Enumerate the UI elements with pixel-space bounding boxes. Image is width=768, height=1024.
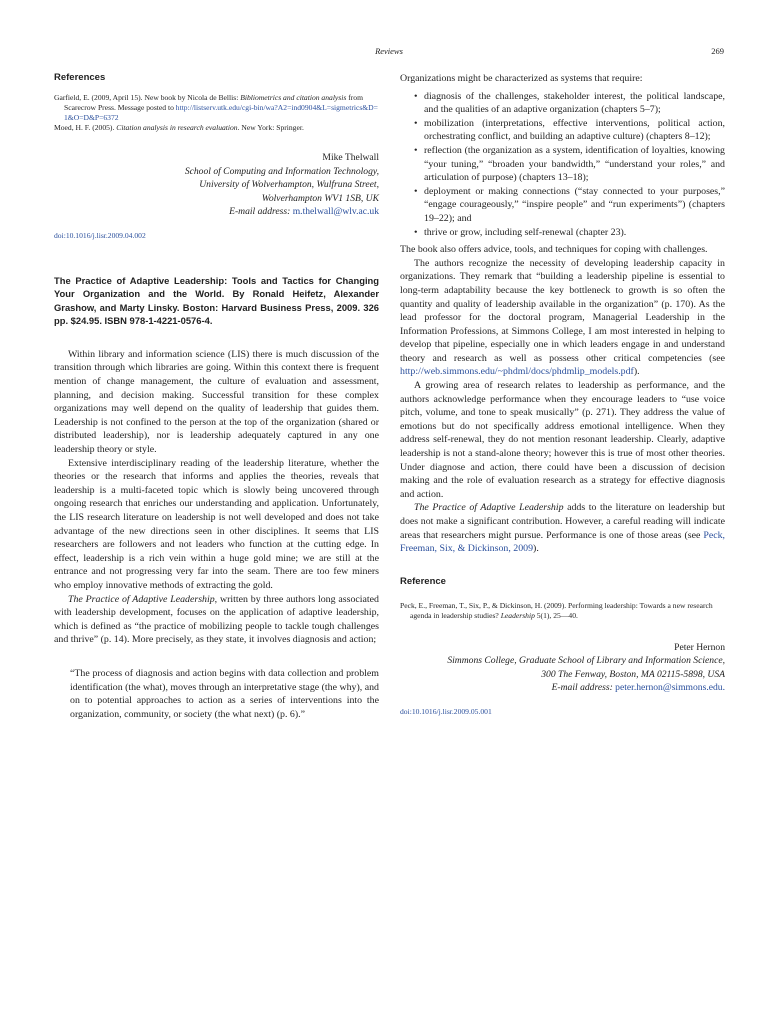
right-column — [400, 72, 725, 716]
body-paragraph: Extensive interdisciplinary reading of the leadership literature, whether the theories or the research that informs and applies the theories, reveals that leadership is a multi-faceted topic which is slowly being uncovered through ongoing research that enriches our understanding and application. Unfortunately, the LIS research literature on leadership is not well developed and does not take advantage of the new directions seen in other disciplines. It seems that LIS researchers are followers and not leaders who function at the cutting edge. In effect, leadership is a rich vein within a huge gold mine; we are still at the entrance and not progressing very far into the seam. There are too few miners who employ innovative methods of extracting the gold. — [54, 457, 379, 591]
simmons-models-link[interactable]: http://web.simmons.edu/~phdml/docs/phdmlip_models.pdf — [400, 366, 634, 378]
reviewer-name: Mike Thelwall — [322, 152, 379, 163]
list-item: • thrive or grow, including self-renewal (chapter 23). — [424, 226, 725, 240]
list-item: • reflection (the organization as a system, identification of loyalties, knowing “your tuning,” “broaden your bandwidth,” “understand your roles,” and articulation of purpose) (chapters 13–18); — [424, 144, 725, 185]
listserv-link[interactable]: http://listserv.utk.edu/cgi-bin/wa?A2=ind0904&L=sigmetrics&D=1&O=D&P=6372 — [64, 103, 378, 122]
doi-link[interactable]: doi:10.1016/j.lisr.2009.04.002 — [54, 230, 146, 240]
reference-heading: Reference — [400, 575, 446, 587]
body-paragraph: A growing area of research relates to leadership as performance, and the authors acknowledge performance when they encourage leaders to “use voice pitch, volume, and tone to speak musically” (p. 271). They address the value of emotions but do not specifically address emotional intelligence. When they address self-renewal, they do not mention resonant leadership. Clearly, adaptive leadership is not a stand-alone theory; however this is true of most other theories. Under diagnose and action, there could have been a discussion of decision making and the role of evaluation research as a strategy for effective diagnosis and action. — [400, 380, 725, 500]
list-item: • deployment or making connections (“stay connected to your purposes,” “engage courageously,” “inspire people” and “run experiments”) (chapters 19–22); and — [424, 185, 725, 226]
citation-link[interactable]: Peck, Freeman, Six, & Dickinson, 2009 — [400, 529, 725, 555]
reviewer-signature-hernon — [400, 641, 725, 695]
body-paragraph: The Practice of Adaptive Leadership adds to the literature on leadership but does not make a significant contribution. However, a careful reading will indicate areas that researchers might pursue. Performance is one of those areas (see Peck, Freeman, Six, & Dickinson, 2009). — [400, 502, 725, 555]
reference-moed: Moed, H. F. (2005). Citation analysis in research evaluation. New York: Springer. — [54, 123, 304, 132]
list-item: • diagnosis of the challenges, stakeholder interest, the political landscape, and the qualities of an adaptive organization (chapters 5–7); — [424, 90, 725, 117]
body-paragraph: The book also offers advice, tools, and techniques for coping with challenges. — [400, 244, 708, 256]
email-link[interactable]: m.thelwall@wlv.ac.uk — [292, 206, 379, 217]
email-line: E-mail address: m.thelwall@wlv.ac.uk — [229, 206, 379, 217]
list-item: • mobilization (interpretations, effective interventions, political action, orchestrating conflict, and building an adaptive culture) (chapters 8–12); — [424, 117, 725, 144]
body-paragraph: Within library and information science (LIS) there is much discussion of the transition through which libraries are going. Within this context there is frequent mention of change management, the culture of evaluation and assessment, planning, and decision making. Successful transition for these complex organizations may well depend on the quality of leadership that guides them. Leadership is not confined to the person at the top of the organization (shared or distributed leadership), nor is leadership adequately captured in any one leadership theory or style. — [54, 348, 379, 456]
affiliation-line: Simmons College, Graduate School of Library and Information Science, — [447, 655, 725, 667]
affiliation-line: Wolverhampton WV1 1SB, UK — [261, 192, 379, 204]
email-line: E-mail address: peter.hernon@simmons.edu. — [551, 682, 725, 694]
left-column — [54, 72, 379, 721]
reviewer-signature-thelwall — [54, 151, 379, 219]
running-title: Reviews — [375, 46, 403, 56]
reference-garfield: Garfield, E. (2009, April 15). New book by Nicola de Bellis: Bibliometrics and citation analysis from Scarecrow Press. Message posted to http://listserv.utk.edu/cgi-bin/wa?A2=ind0904&L=sigmetrics&D=1&O=D&P=6372 — [54, 93, 378, 122]
affiliation-line: School of Computing and Information Technology, — [184, 165, 379, 177]
body-paragraph: The Practice of Adaptive Leadership, written by three authors long associated with leadership development, focuses on the application of adaptive leadership, which is defined as “the practice of mobilizing people to tackle tough challenges and thrive” (p. 14). More precisely, as they state, it involves diagnosis and action; — [54, 593, 379, 646]
affiliation-line: 300 The Fenway, Boston, MA 02115-5898, USA — [541, 668, 725, 680]
page-number: 269 — [711, 46, 724, 56]
doi-link[interactable]: doi:10.1016/j.lisr.2009.05.001 — [400, 706, 492, 716]
reference-peck: Peck, E., Freeman, T., Six, P., & Dickinson, H. (2009). Performing leadership: Towards a new research agenda in leadership studies? Leadership 5(1), 25—40. — [400, 600, 713, 620]
email-link[interactable]: peter.hernon@simmons.edu. — [615, 682, 725, 694]
requirements-list — [400, 90, 725, 240]
review-title: The Practice of Adaptive Leadership: Tools and Tactics for Changing Your Organization and the World. By Ronald Heifetz, Alexander Grashow, and Marty Linsky. Boston: Harvard Business Press, 2009. 326 pp. $24.95. ISBN 978-1-4221-0576-4. — [54, 274, 379, 327]
reviewer-name: Peter Hernon — [674, 641, 725, 653]
references-heading: References — [54, 72, 106, 83]
block-quote: “The process of diagnosis and action begins with data collection and problem identification (the what), moves through an interpretative stage (the why), and on to potential approaches to action as a series of interventions into the organization, community, or society (the what next) (p. 6).” — [70, 667, 379, 720]
affiliation-line: University of Wolverhampton, Wulfruna Street, — [199, 179, 379, 190]
body-paragraph: The authors recognize the necessity of developing leadership capacity in organizations. They remark that “building a leadership pipeline is essential to long-term adaptability because the key bottleneck to growth is so often the quantity and quality of leadership available in the organization” (p. 170). As the lead professor for the doctoral program, Managerial Leadership in the Information Professions, at Simmons College, I am most interested in helping to develop that pipeline, especially one in which leaders engage in and understand theory and research as well as possess other critical competencies (see http://web.simmons.edu/~phdml/docs/phdmlip_models.pdf). — [400, 257, 725, 378]
body-paragraph: Organizations might be characterized as systems that require: — [400, 73, 643, 84]
page-header — [54, 46, 724, 58]
